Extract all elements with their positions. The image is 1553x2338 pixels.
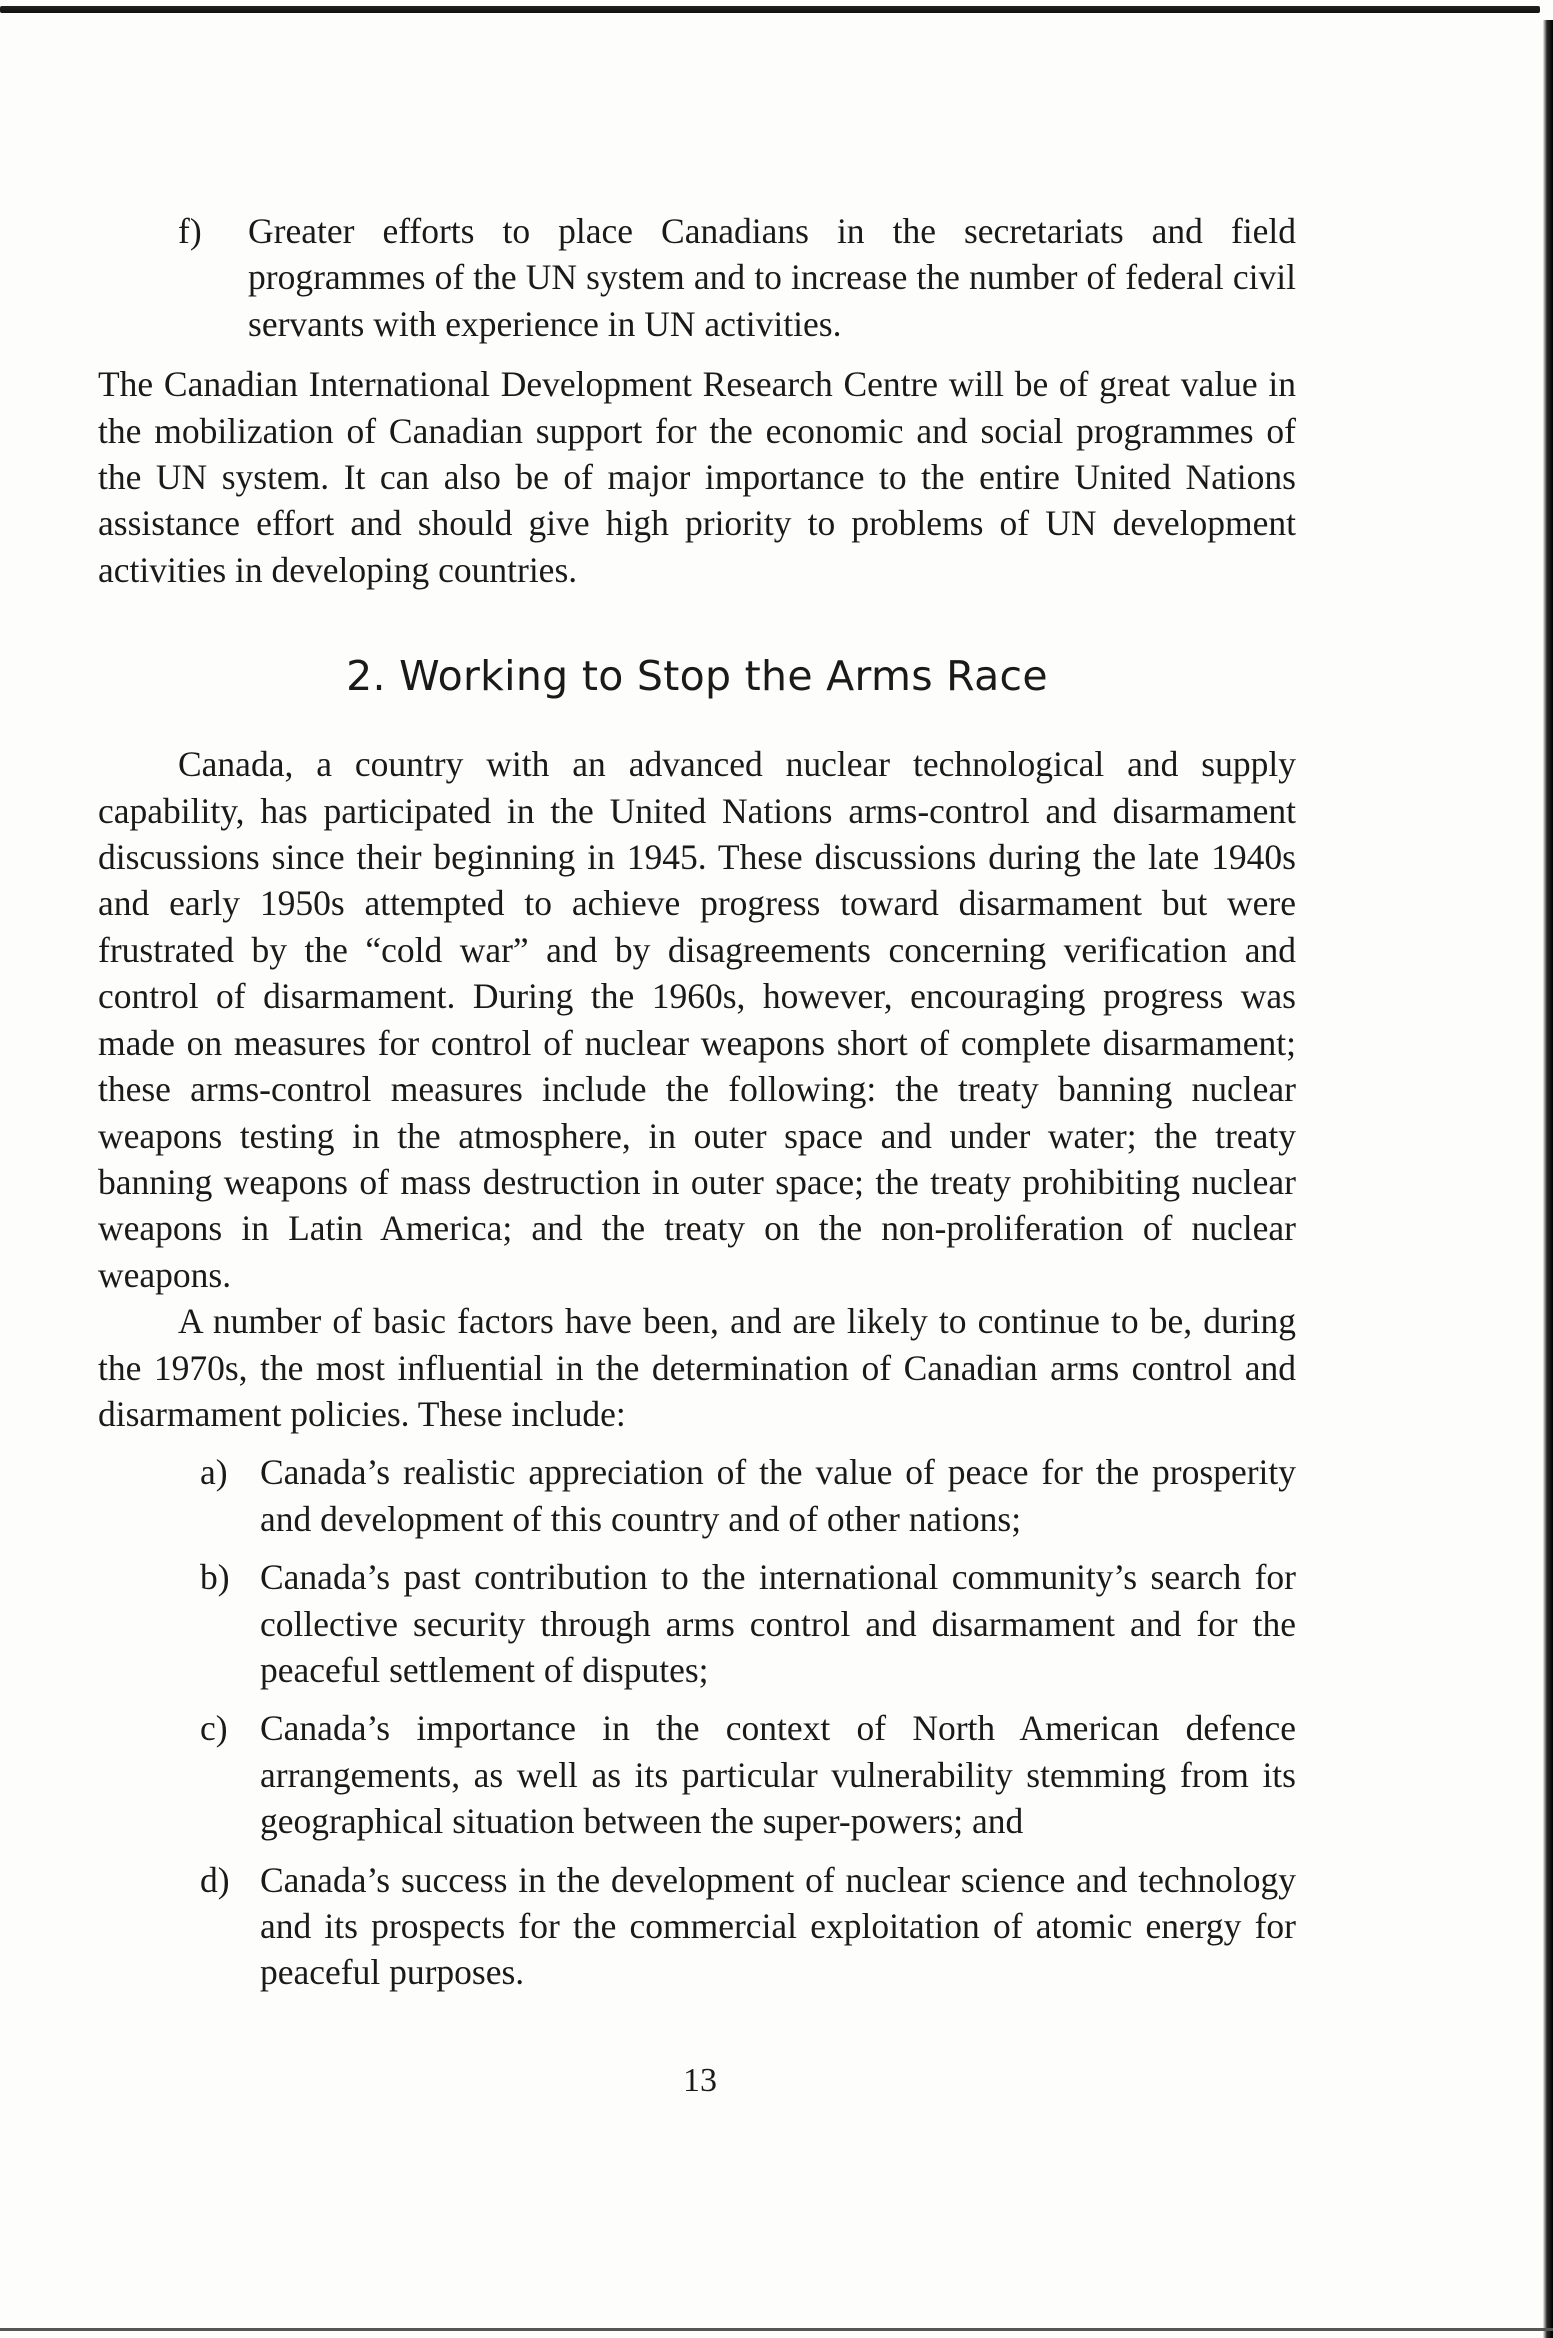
scan-bottom-edge xyxy=(0,2328,1553,2331)
list-marker: c) xyxy=(200,1708,228,1749)
paragraph-factors-intro: A number of basic factors have been, and are likely to continue to be, during the 1970s, the most influential in the determination of Canadian arms control and disarmament policies. These include: xyxy=(98,1301,1296,1434)
scan-top-edge xyxy=(0,6,1540,13)
list-item-text: Canada’s success in the development of nuclear science and technology and its prospects for the commercial exploitation of atomic energy for peaceful purposes. xyxy=(260,1859,1296,1993)
list-marker: b) xyxy=(200,1557,230,1598)
scan-right-edge xyxy=(1543,20,1553,2338)
section-heading: 2. Working to Stop the Arms Race xyxy=(346,652,1048,701)
page-number: 13 xyxy=(683,2062,717,2099)
factors-list xyxy=(98,1449,1296,1995)
list-item-f xyxy=(98,208,1296,347)
list-marker: a) xyxy=(200,1452,228,1493)
list-item-d xyxy=(98,1857,1296,1996)
list-item-c xyxy=(98,1705,1296,1844)
list-item-text: Canada’s importance in the context of North American defence arrangements, as well as its particular vulnerability stemming from its geographical situation between the super-powers; and xyxy=(260,1708,1296,1842)
list-item-text: Greater efforts to place Canadians in the secretariats and field programmes of the UN system and to increase the number of federal civil servants with experience in UN activities. xyxy=(248,211,1296,344)
list-item-text: Canada’s realistic appreciation of the value of peace for the prosperity and development of this country and of other nations; xyxy=(260,1452,1296,1539)
page-content xyxy=(98,208,1296,1996)
list-item-b xyxy=(98,1554,1296,1693)
list-marker: d) xyxy=(200,1859,230,1900)
paragraph-history: Canada, a country with an advanced nuclear technological and supply capability, has participated in the United Nations arms-control and disarmament discussions since their beginning in 1945. These discussions during the late 1940s and early 1950s attempted to achieve progress toward disarmament but were frustrated by the “cold war” and by disagreements concerning verification and control of disarmament. During the 1960s, however, encouraging progress was made on measures for control of nuclear weapons short of complete disarmament; these arms-control measures include the following: the treaty banning nuclear weapons testing in the atmosphere, in outer space and under water; the treaty banning weapons of mass destruction in outer space; the treaty prohibiting nuclear weapons in Latin America; and the treaty on the non-proliferation of nuclear weapons. xyxy=(98,744,1296,1295)
list-item-text: Canada’s past contribution to the international community’s search for collective security through arms control and disarmament and for the peaceful settlement of disputes; xyxy=(260,1557,1296,1690)
paragraph-idrc: The Canadian International Development Research Centre will be of great value in the mobilization of Canadian support for the economic and social programmes of the UN system. It can also be of major importance to the entire United Nations assistance effort and should give high priority to problems of UN development activities in developing countries. xyxy=(98,364,1296,590)
list-item-a xyxy=(98,1449,1296,1542)
list-marker: f) xyxy=(178,211,202,251)
